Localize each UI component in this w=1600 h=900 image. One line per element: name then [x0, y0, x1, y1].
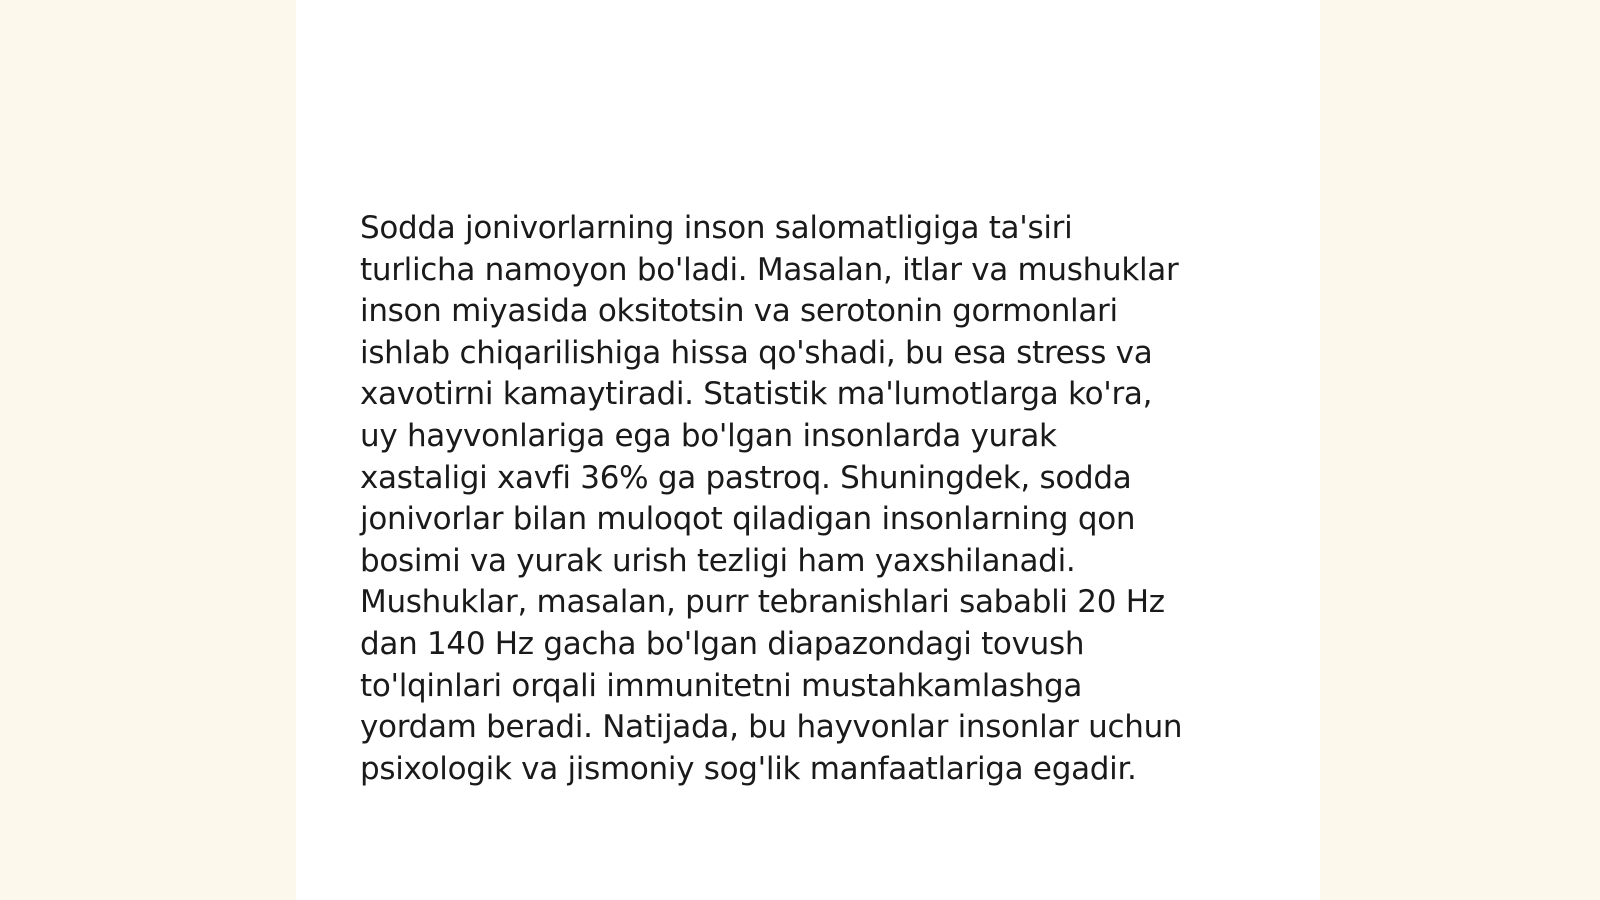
paragraph-line: bosimi va yurak urish tezligi ham yaxshilanadi.	[360, 542, 1076, 579]
paragraph-line: turlicha namoyon bo'ladi. Masalan, itlar va mushuklar	[360, 251, 1179, 288]
paragraph-line: yordam beradi. Natijada, bu hayvonlar insonlar uchun	[360, 709, 1183, 746]
paragraph-line: inson miyasida oksitotsin va serotonin gormonlari	[360, 293, 1118, 330]
paragraph-line: ishlab chiqarilishiga hissa qo'shadi, bu esa stress va	[360, 334, 1153, 371]
paragraph-line: Sodda jonivorlarning inson salomatligiga ta'siri	[360, 210, 1073, 246]
paragraph-line: uy hayvonlariga ega bo'lgan insonlarda yurak	[360, 417, 1057, 454]
paragraph-line: xastaligi xavfi 36% ga pastroq. Shuningdek, sodda	[360, 459, 1132, 496]
paragraph-line: Mushuklar, masalan, purr tebranishlari sababli 20 Hz	[360, 584, 1165, 621]
paragraph-line: dan 140 Hz gacha bo'lgan diapazondagi tovush	[360, 625, 1085, 662]
paragraph-line: to'lqinlari orqali immunitetni mustahkamlashga	[360, 667, 1083, 704]
document-page	[296, 0, 1320, 900]
body-paragraph	[360, 208, 1260, 790]
paragraph-line: psixologik va jismoniy sog'lik manfaatlariga egadir.	[360, 750, 1137, 787]
paragraph-line: xavotirni kamaytiradi. Statistik ma'lumotlarga ko'ra,	[360, 376, 1153, 413]
paragraph-line: jonivorlar bilan muloqot qiladigan insonlarning qon	[360, 501, 1136, 538]
